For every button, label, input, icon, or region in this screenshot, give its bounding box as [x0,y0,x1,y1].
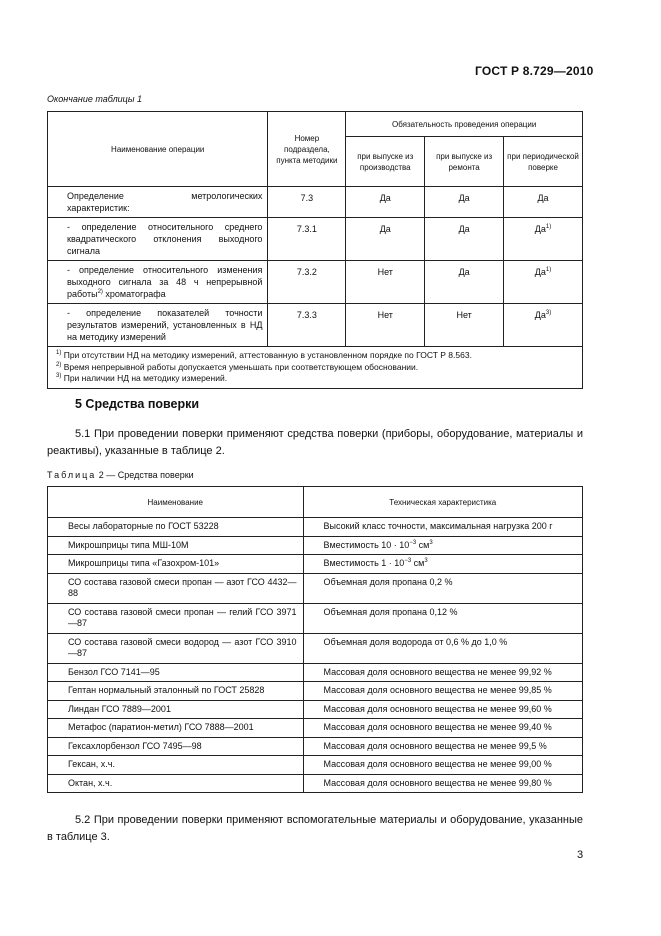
t2-row-char: Высокий класс точности, максимальная нагрузка 200 г [303,518,582,537]
t2-row-name: Линдан ГСО 7889—2001 [48,700,304,719]
t2-row-char: Массовая доля основного вещества не менее 99,00 % [303,756,582,775]
t2-row-name: Октан, х.ч. [48,774,304,793]
table-row [48,187,583,218]
t1-row-num: 7.3.3 [268,304,346,347]
t1-row-c2: Нет [425,304,504,347]
footnote-3 [56,373,574,385]
table-row [48,719,583,738]
t2-row-name: Метафос (паратион-метил) ГСО 7888—2001 [48,719,304,738]
t1-row-c2: Да [425,218,504,261]
t1-header-name: Наименование операции [48,112,268,187]
footnote-mark: 3) [56,373,62,380]
t2-char-unit-exp: 3 [429,539,433,546]
t1-header-group: Обязательность проведения операции [346,112,583,137]
t1-header-periodic: при периодической поверке [504,137,583,187]
table-row [48,633,583,663]
t1-row-num: 7.3 [268,187,346,218]
t1-header-production: при выпуске из производства [346,137,425,187]
table-row [48,756,583,775]
t2-header-name: Наименование [48,487,304,518]
t1-row-c3: Да [534,310,546,320]
t2-row-char: Объемная доля пропана 0,2 % [303,573,582,603]
footnote-text: При отсутствии НД на методику измерений, аттестованную в установленном порядке по ГОСТ Р 8.563. [61,350,472,360]
section-title: 5 Средства поверки [75,397,200,411]
table2-verification-means [47,486,583,793]
t1-footnotes [48,347,583,389]
t1-row-name [53,264,262,300]
t2-row-name: Гексахлорбензол ГСО 7495—98 [48,737,304,756]
table-row [48,573,583,603]
t2-char-exp: −3 [409,539,417,546]
t2-row-name: СО состава газовой смеси пропан — гелий ГСО 3971—87 [48,603,304,633]
t1-row-name-post: хроматографа [102,289,166,299]
t2-row-char: Массовая доля основного вещества не менее 99,92 % [303,663,582,682]
footnote-text: При наличии НД на методику измерений. [61,373,228,383]
t1-row-name-pre: - определение относительного изменения выходного сигнала за 48 ч непрерывной работы [67,265,263,299]
table1-operations [47,111,583,389]
t1-row-num: 7.3.1 [268,218,346,261]
t1-row-c3-footnote: 3) [545,310,552,316]
paragraph-5-2: 5.2 При проведении поверки применяют вспомогательные материалы и оборудование, указанные в таблице 3. [47,814,583,843]
t1-row-c3: Да [534,267,546,277]
t2-row-name: СО состава газовой смеси пропан — азот ГСО 4432—88 [48,573,304,603]
t2-row-char: Массовая доля основного вещества не менее 99,85 % [303,682,582,701]
footnote-1 [56,350,574,362]
t1-header-repair: при выпуске из ремонта [425,137,504,187]
t2-row-name: Весы лабораторные по ГОСТ 53228 [48,518,304,537]
table-row [48,518,583,537]
t2-char-pre: Вместимость 10 · 10 [323,539,410,550]
t2-char-exp: −3 [404,558,412,564]
table-row [48,663,583,682]
t2-row-name: Гептан нормальный эталонный по ГОСТ 25828 [48,682,304,701]
t2-row-name: Микрошприцы типа МШ-10М [48,536,304,555]
t1-row-c2: Да [425,187,504,218]
table2-caption-label: Таблица [47,470,97,480]
t2-char-pre: Вместимость 1 · 10 [323,558,405,568]
t1-row-c1: Нет [346,304,425,347]
t1-row-c3: Да [537,193,549,203]
t1-row-name-footnote: 2) [97,289,103,295]
table-row [48,682,583,701]
t2-char-unit: см [416,539,430,550]
t1-row-name: Определение метрологических характеристик: [67,191,263,213]
t2-row-char [303,555,582,574]
t1-row-name: - определение показателей точности результатов измерений, установленных в НД на методику измерений [67,308,263,342]
t2-row-char [303,536,582,555]
t1-row-c1: Да [346,218,425,261]
t1-row-num: 7.3.2 [268,261,346,304]
paragraph-5-1: 5.1 При проведении поверки применяют средства поверки (приборы, оборудование, материалы и реактивы), указанные в таблице 2. [47,428,583,457]
t2-row-char: Объемная доля пропана 0,12 % [303,603,582,633]
footnote-2 [56,362,574,374]
table2-caption-text: 2 — Средства поверки [96,470,194,480]
t1-row-c3-footnote: 1) [545,267,552,273]
t2-row-char: Массовая доля основного вещества не менее 99,40 % [303,719,582,738]
t2-row-name: Микрошприцы типа «Газохром-101» [48,555,304,574]
t1-row-c1: Да [346,187,425,218]
t2-header-char: Техническая характеристика [303,487,582,518]
table-row [48,737,583,756]
table2-caption [47,470,194,480]
t1-row-c3: Да [534,224,546,234]
table-row [48,555,583,574]
t2-row-char: Объемная доля водорода от 0,6 % до 1,0 % [303,633,582,663]
footnote-mark: 1) [56,350,62,357]
t1-header-num: Номер подраздела, пункта методики [268,112,346,187]
table-row [48,304,583,347]
t1-row-name: - определение относительного среднего квадратического отклонения выходного сигнала [67,222,263,256]
t2-row-name: СО состава газовой смеси водород — азот ГСО 3910—87 [48,633,304,663]
table-row [48,774,583,793]
t1-row-c3-footnote: 1) [545,224,552,230]
footnote-mark: 2) [56,361,62,368]
t1-row-c2: Да [425,261,504,304]
table-row [48,261,583,304]
t2-char-unit-exp: 3 [424,558,428,564]
table-row [48,218,583,261]
t2-row-char: Массовая доля основного вещества не менее 99,60 % [303,700,582,719]
t2-row-name: Бензол ГСО 7141—95 [48,663,304,682]
table-row [48,700,583,719]
t2-row-name: Гексан, х.ч. [48,756,304,775]
t2-char-unit: см [411,558,425,568]
t2-row-char: Массовая доля основного вещества не менее 99,5 % [303,737,582,756]
t2-row-char: Массовая доля основного вещества не менее 99,80 % [303,774,582,793]
table-row [48,536,583,555]
page-number: 3 [577,849,584,861]
document-code: ГОСТ Р 8.729—2010 [475,64,594,78]
table-row [48,603,583,633]
t1-row-c1: Нет [346,261,425,304]
footnote-text: Время непрерывной работы допускается уменьшать при соответствующем обосновании. [61,361,419,372]
table1-caption: Окончание таблицы 1 [47,94,142,104]
